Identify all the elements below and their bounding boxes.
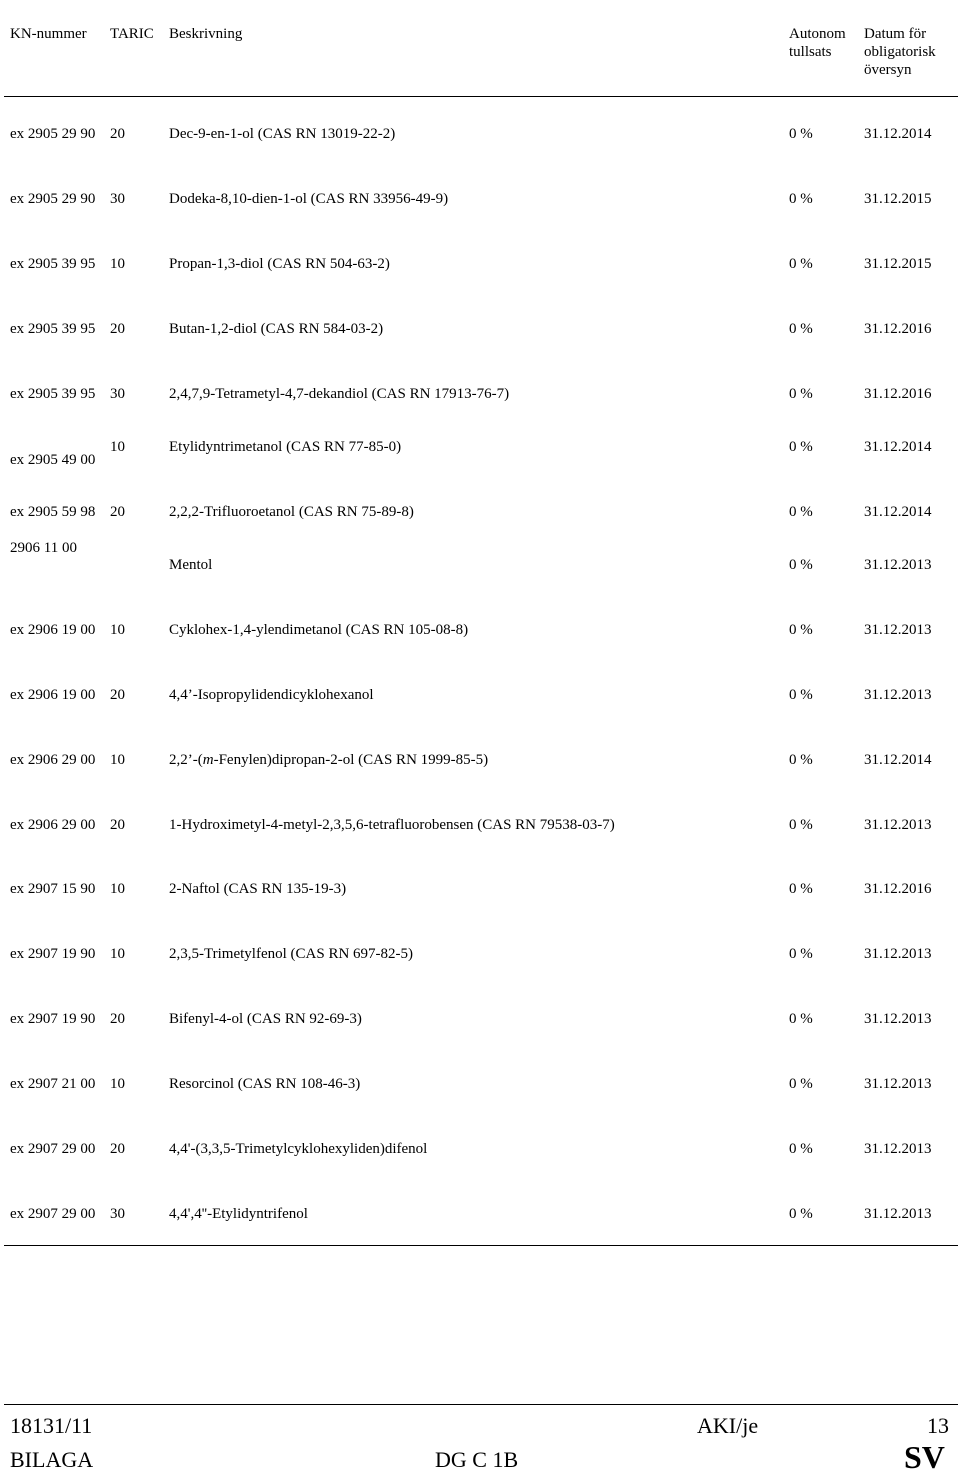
table-row [0,944,960,966]
cell-description: Dec-9-en-1-ol (CAS RN 13019-22-2) [169,126,396,142]
cell-description: 4,4’-Isopropylidendicyklohexanol [169,687,374,703]
col-header-date-line1: Datum för [864,26,927,42]
cell-date: 31.12.2014 [864,504,932,520]
footer-language: SV [904,1439,945,1475]
table-row [0,384,960,406]
header-divider [4,96,958,97]
cell-kn: ex 2907 21 00 [10,1076,96,1092]
cell-date: 31.12.2013 [864,557,932,573]
table-row [0,439,960,468]
cell-date: 31.12.2015 [864,191,932,207]
cell-kn: ex 2905 39 95 [10,386,96,402]
cell-taric: 10 [110,752,125,768]
cell-kn: ex 2907 19 90 [10,946,96,962]
col-header-description: Beskrivning [169,26,243,42]
col-header-date-line3: översyn [864,62,912,78]
cell-kn: ex 2906 19 00 [10,622,96,638]
cell-taric: 10 [110,622,125,638]
cell-date: 31.12.2013 [864,1206,932,1222]
col-header-kn: KN-nummer [10,26,87,42]
cell-rate: 0 % [789,1141,813,1157]
cell-date: 31.12.2016 [864,386,932,402]
cell-description: 2,4,7,9-Tetrametyl-4,7-dekandiol (CAS RN 17913-76-7) [169,386,510,402]
cell-rate: 0 % [789,881,813,897]
cell-kn: ex 2907 29 00 [10,1206,96,1222]
cell-date: 31.12.2014 [864,752,932,768]
cell-kn: ex 2907 15 90 [10,881,96,897]
table-row [0,750,960,772]
cell-rate: 0 % [789,1011,813,1027]
cell-date: 31.12.2016 [864,881,932,897]
cell-taric: 10 [110,1076,125,1092]
cell-taric: 20 [110,126,125,142]
cell-description: Butan-1,2-diol (CAS RN 584-03-2) [169,321,384,337]
cell-date: 31.12.2013 [864,817,932,833]
cell-taric: 10 [110,881,125,897]
cell-date: 31.12.2014 [864,126,932,142]
cell-kn: ex 2905 39 95 [10,256,96,272]
cell-description: Mentol [169,557,213,573]
table-row [0,620,960,642]
cell-date: 31.12.2015 [864,256,932,272]
col-header-date [864,25,936,79]
cell-kn: ex 2905 29 90 [10,126,96,142]
cell-description: 2,2,2-Trifluoroetanol (CAS RN 75-89-8) [169,504,414,520]
cell-kn: ex 2906 29 00 [10,752,96,768]
cell-description: Resorcinol (CAS RN 108-46-3) [169,1076,361,1092]
footer-directorate: DG C 1B [435,1447,519,1472]
table-row [0,319,960,341]
col-header-rate-line2: tullsats [789,44,832,60]
table-row [0,502,960,524]
cell-kn: ex 2905 29 90 [10,191,96,207]
table-row [0,1204,960,1226]
cell-rate: 0 % [789,191,813,207]
cell-rate: 0 % [789,1076,813,1092]
cell-kn: ex 2906 29 00 [10,817,96,833]
cell-rate: 0 % [789,439,813,455]
cell-rate: 0 % [789,622,813,638]
cell-taric: 30 [110,1206,125,1222]
cell-taric: 20 [110,817,125,833]
table-row [0,879,960,901]
cell-date: 31.12.2016 [864,321,932,337]
cell-rate: 0 % [789,1206,813,1222]
cell-description [169,750,488,770]
cell-description: Dodeka-8,10-dien-1-ol (CAS RN 33956-49-9) [169,191,449,207]
cell-taric: 30 [110,386,125,402]
cell-rate: 0 % [789,946,813,962]
cell-description: Propan-1,3-diol (CAS RN 504-63-2) [169,256,390,272]
desc-suffix: -Fenylen)dipropan-2-ol (CAS RN 1999-85-5) [213,752,489,768]
cell-kn: ex 2907 19 90 [10,1011,96,1027]
cell-date: 31.12.2014 [864,439,932,455]
cell-description: 4,4',4''-Etylidyntrifenol [169,1206,308,1222]
cell-rate: 0 % [789,386,813,402]
cell-rate: 0 % [789,687,813,703]
table-row [0,685,960,707]
cell-rate: 0 % [789,256,813,272]
table-row [0,1009,960,1031]
col-header-date-line2: obligatorisk [864,44,936,60]
cell-taric: 20 [110,1011,125,1027]
cell-rate: 0 % [789,126,813,142]
cell-description: 2,3,5-Trimetylfenol (CAS RN 697-82-5) [169,946,414,962]
cell-date: 31.12.2013 [864,1141,932,1157]
cell-description: Cyklohex-1,4-ylendimetanol (CAS RN 105-08-8) [169,622,469,638]
cell-rate: 0 % [789,817,813,833]
cell-taric: 20 [110,321,125,337]
desc-italic: m [202,752,214,768]
cell-description: 2-Naftol (CAS RN 135-19-3) [169,881,347,897]
footer-annex-label: BILAGA [10,1447,94,1472]
cell-kn: 2906 11 00 [10,540,77,556]
cell-date: 31.12.2013 [864,946,932,962]
table-row [0,1074,960,1096]
footer-page-number: 13 [927,1413,949,1438]
cell-rate: 0 % [789,504,813,520]
cell-taric: 10 [110,256,125,272]
footer-divider [4,1404,958,1405]
cell-description: 1-Hydroximetyl-4-metyl-2,3,5,6-tetrafluorobensen (CAS RN 79538-03-7) [169,817,615,833]
cell-taric: 30 [110,191,125,207]
cell-taric: 10 [110,946,125,962]
table-row [0,189,960,211]
cell-kn: ex 2905 39 95 [10,321,96,337]
cell-rate: 0 % [789,752,813,768]
table-row [0,254,960,276]
cell-kn: ex 2905 49 00 [10,452,96,468]
col-header-rate-line1: Autonom [789,26,846,42]
cell-description: 4,4'-(3,3,5-Trimetylcyklohexyliden)difenol [169,1141,428,1157]
table-row [0,1139,960,1161]
cell-rate: 0 % [789,321,813,337]
table-bottom-divider [4,1245,958,1246]
cell-kn: ex 2905 59 98 [10,504,96,520]
cell-description: Etylidyntrimetanol (CAS RN 77-85-0) [169,439,402,455]
cell-date: 31.12.2013 [864,1011,932,1027]
desc-prefix: 2,2’-( [169,752,203,768]
cell-taric: 10 [110,439,125,455]
cell-taric: 20 [110,1141,125,1157]
footer-doc-number: 18131/11 [10,1413,93,1438]
cell-taric: 20 [110,687,125,703]
table-row [0,540,960,577]
cell-rate: 0 % [789,557,813,573]
cell-date: 31.12.2013 [864,622,932,638]
cell-kn: ex 2907 29 00 [10,1141,96,1157]
table-row [0,815,960,837]
footer-initials: AKI/je [697,1413,759,1438]
cell-kn: ex 2906 19 00 [10,687,96,703]
col-header-taric: TARIC [110,26,154,42]
cell-date: 31.12.2013 [864,687,932,703]
cell-taric: 20 [110,504,125,520]
cell-date: 31.12.2013 [864,1076,932,1092]
table-row [0,124,960,146]
col-header-rate [789,25,846,61]
cell-description: Bifenyl-4-ol (CAS RN 92-69-3) [169,1011,362,1027]
